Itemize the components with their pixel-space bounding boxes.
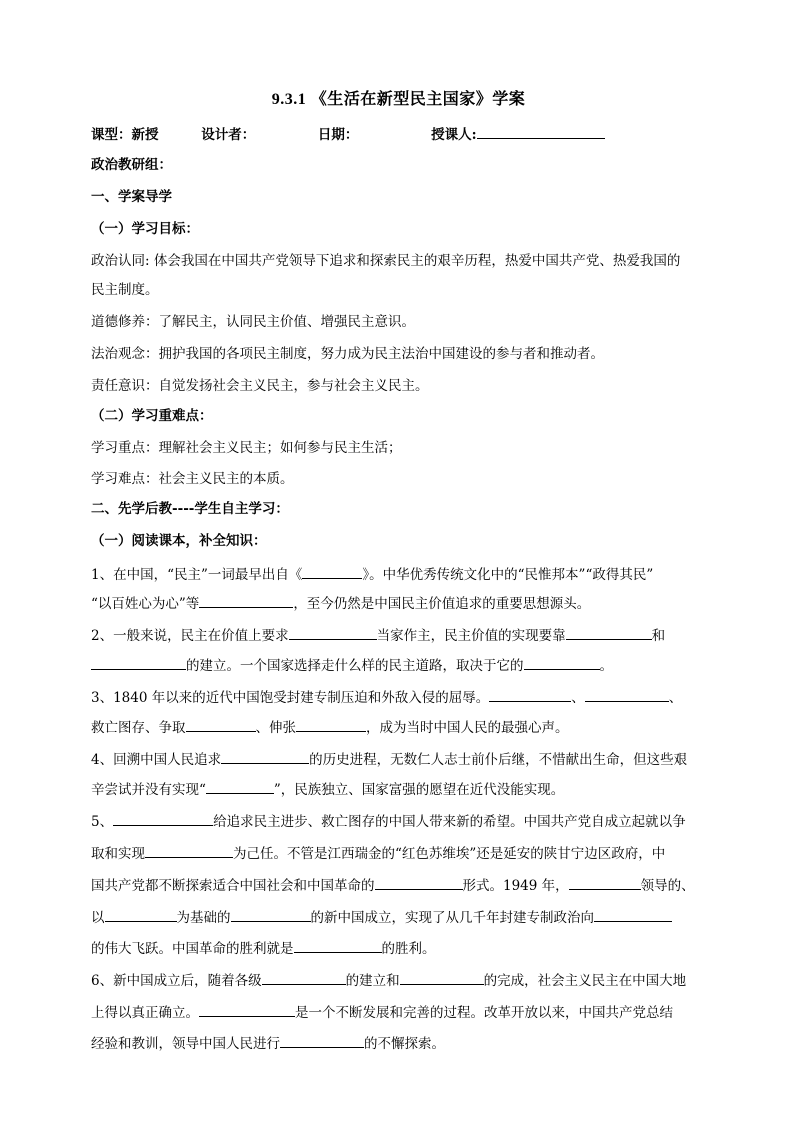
blank[interactable]	[91, 655, 186, 670]
goal-political: 政治认同: 体会我国在中国共产党领导下追求和探索民主的艰辛历程，热爱中国共产党、热爱我国的	[91, 253, 681, 269]
blank[interactable]	[566, 625, 652, 640]
meta-row	[91, 124, 731, 144]
lesson-type-label: 课型：新授	[91, 127, 159, 143]
blank[interactable]	[206, 779, 274, 794]
section-heading-1: 一、学案导学	[91, 189, 172, 205]
question-5-line-1: 5、 给追求民主进步、救亡图存的中国人带来新的希望。中国共产党自成立起就以争	[91, 811, 731, 831]
section-heading-2: 二、先学后教----学生自主学习：	[91, 501, 289, 517]
blank[interactable]	[296, 717, 366, 732]
blank[interactable]	[145, 843, 233, 858]
question-5-line-4: 以 为基础的 的新中国成立，实现了从几千年封建专制政治向	[91, 907, 731, 927]
blank[interactable]	[113, 811, 213, 826]
blank[interactable]	[289, 625, 377, 640]
date-label: 日期：	[317, 127, 359, 143]
question-5-line-3: 国共产党都不断探索适合中国社会和中国革命的 形式。1949 年， 领导的、	[91, 875, 731, 895]
blank[interactable]	[231, 907, 311, 922]
blank[interactable]	[302, 564, 362, 579]
subsection-goals: （一）学习目标：	[91, 221, 199, 237]
blank[interactable]	[186, 717, 256, 732]
blank[interactable]	[199, 593, 293, 608]
teacher-label: 授课人:	[431, 127, 477, 143]
teacher-blank[interactable]	[477, 124, 605, 139]
question-4-line-1: 4、回溯中国人民追求 的历史进程，无数仁人志士前仆后继，不惜献出生命，但这些艰	[91, 749, 731, 769]
blank[interactable]	[105, 907, 177, 922]
blank[interactable]	[375, 875, 463, 890]
blank[interactable]	[585, 687, 669, 702]
blank[interactable]	[294, 938, 382, 953]
group-label: 政治教研组：	[91, 157, 172, 173]
subsection-reading: （一）阅读课本，补全知识：	[91, 533, 267, 549]
goal-moral: 道德修养：了解民主，认同民主价值、增强民主意识。	[91, 314, 415, 330]
question-1-line-2: “以百姓心为心”等 ，至今仍然是中国民主价值追求的重要思想源头。	[91, 593, 731, 613]
blank[interactable]	[280, 1033, 364, 1048]
blank[interactable]	[569, 875, 641, 890]
question-4-line-2: 辛尝试并没有实现“ ”，民族独立、国家富强的愿望在近代没能实现。	[91, 779, 731, 799]
blank[interactable]	[262, 970, 346, 985]
question-6-line-3: 经验和教训，领导中国人民进行 的不懈探索。	[91, 1033, 731, 1053]
goal-law: 法治观念：拥护我国的各项民主制度，努力成为民主法治中国建设的参与者和推动者。	[91, 346, 604, 362]
question-2-line-1: 2、一般来说，民主在价值上要求 当家作主，民主价值的实现要靠 和	[91, 625, 731, 645]
question-2-line-2: 的建立。一个国家选择走什么样的民主道路，取决于它的 。	[91, 655, 731, 675]
question-3-line-2: 救亡图存、争取 、伸张 ，成为当时中国人民的最强心声。	[91, 717, 731, 737]
question-5-line-2: 取和实现 为己任。不管是江西瑞金的“红色苏维埃”还是延安的陕甘宁边区政府，中	[91, 843, 731, 863]
question-3-line-1: 3、1840 年以来的近代中国饱受封建专制压迫和外敌入侵的屈辱。 、 、	[91, 687, 731, 707]
blank[interactable]	[594, 907, 672, 922]
difficult-point: 学习难点：社会主义民主的本质。	[91, 471, 294, 487]
blank[interactable]	[221, 749, 309, 764]
blank[interactable]	[489, 687, 571, 702]
page-title: 9.3.1 《生活在新型民主国家》学案	[271, 91, 526, 108]
goal-political-cont: 民主制度。	[91, 282, 159, 298]
question-5-line-5: 的伟大飞跃。中国革命的胜利就是 的胜利。	[91, 938, 731, 958]
key-point: 学习重点：理解社会主义民主；如何参与民主生活；	[91, 440, 402, 456]
blank[interactable]	[524, 655, 600, 670]
subsection-key-points: （二）学习重难点：	[91, 408, 213, 424]
goal-responsibility: 责任意识：自觉发扬社会主义民主，参与社会主义民主。	[91, 378, 429, 394]
question-6-line-2: 上得以真正确立。 是一个不断发展和完善的过程。改革开放以来，中国共产党总结	[91, 1002, 731, 1022]
designer-label: 设计者：	[201, 127, 256, 143]
blank[interactable]	[199, 1002, 295, 1017]
blank[interactable]	[400, 970, 484, 985]
question-1-line-1: 1、在中国，“民主”一词最早出自《 》。中华优秀传统文化中的“民惟邦本”“政得其民”	[91, 564, 731, 584]
question-6-line-1: 6、新中国成立后，随着各级 的建立和 的完成，社会主义民主在中国大地	[91, 970, 731, 990]
